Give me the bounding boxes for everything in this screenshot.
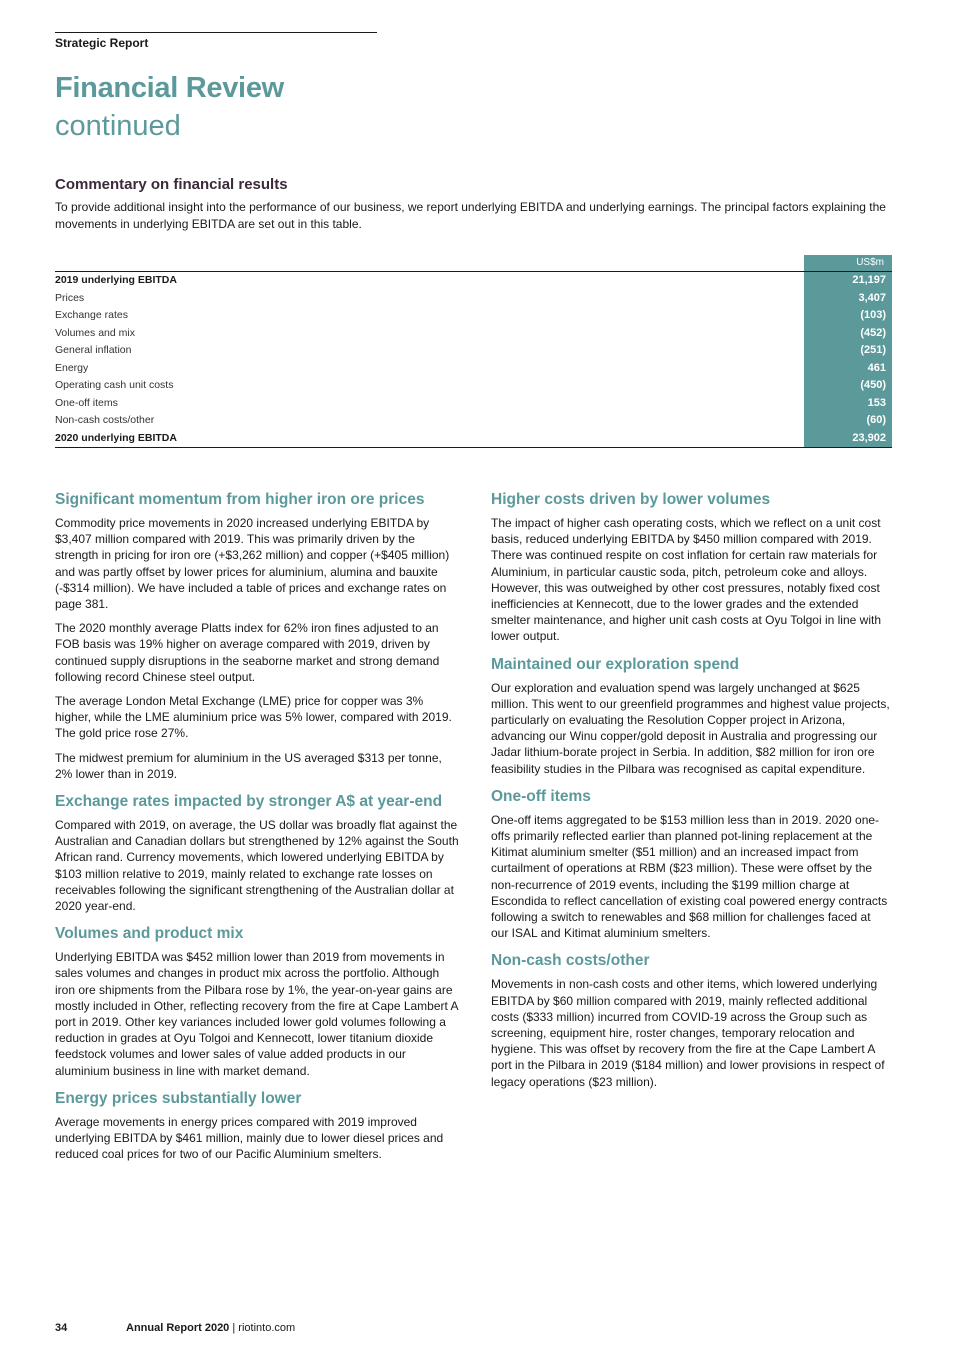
table-row [55, 272, 892, 290]
row-label: Volumes and mix [55, 326, 135, 339]
footer-report-info [126, 1322, 295, 1334]
page-subtitle: continued [55, 110, 181, 142]
website-link[interactable]: riotinto.com [238, 1322, 296, 1334]
section-heading: Volumes and product mix [55, 925, 244, 943]
paragraph: Average movements in energy prices compared with 2019 improved underlying EBITDA by $461 million, mainly due to lower diesel prices and reduced coal prices for two of our Pacific Aluminium smelters. [55, 1114, 444, 1162]
footer-separator: | [232, 1322, 236, 1334]
section-heading: Significant momentum from higher iron ore prices [55, 491, 425, 508]
row-label: Prices [55, 291, 85, 304]
section-exploration-spend [491, 655, 891, 777]
table-row [55, 325, 892, 343]
commentary-heading: Commentary on financial results [55, 176, 288, 193]
table-row [55, 395, 892, 413]
paragraph: Our exploration and evaluation spend was largely unchanged at $625 million. This went to our greenfield programmes and highest value projects, particularly on evaluating the Resolution Copper project in Arizona, advancing our Winu copper/gold deposit in Australia and progressing our Jadar lithium-borate project in Serbia. In addition, $82 million for iron ore feasibility studies in the Pilbara was recognised as capital expenditure. [491, 680, 890, 776]
paragraph: Underlying EBITDA was $452 million lower than 2019 from movements in sales volumes and changes in product mix across the portfolio. Although iron ore shipments from the Pilbara rose by 1%, the year-on-year gains are mostly included in Other, reflecting recovery from the fire at Cape Lambert A port in 2019. Other key variances included lower gold volumes following a reduction in grades at Oyu Tolgoi and Kennecott, lower titanium dioxide feedstock volumes and lower sales of value added products in our aluminium business in line with market demand. [55, 950, 458, 1078]
row-label: Non-cash costs/other [55, 414, 155, 426]
table-row [55, 307, 892, 325]
ebitda-table [55, 255, 892, 448]
row-value: (450) [804, 377, 892, 395]
row-value: (60) [804, 412, 892, 430]
report-name: Annual Report 2020 [126, 1322, 230, 1334]
table-row [55, 430, 892, 449]
row-value: 461 [804, 360, 892, 378]
left-column [55, 490, 460, 1173]
paragraph: The 2020 monthly average Platts index for 62% iron fines adjusted to an FOB basis was 19% higher on average compared with 2019, driven by continued supply disruptions in the seaborne market and strong demand following record Chinese steel output. [55, 621, 440, 684]
section-exchange-rates [55, 792, 460, 914]
column-header-usdm: US$m [804, 255, 892, 271]
section-energy-prices [55, 1089, 460, 1163]
table-row [55, 290, 892, 308]
row-value: 23,902 [804, 430, 892, 448]
section-heading: One-off items [491, 787, 591, 805]
paragraph: Commodity price movements in 2020 increased underlying EBITDA by $3,407 million compared with 2019. This was primarily driven by the strength in pricing for iron ore (+$3,262 million) and copper (+$405 million) and was partly offset by lower prices for aluminium, alumina and bauxite (-$314 million). We have included a table of prices and exchange rates on page 381. [55, 516, 450, 612]
table-header-row [55, 255, 892, 272]
row-value: (251) [804, 342, 892, 360]
page-title: Financial Review [55, 72, 284, 104]
row-label: 2020 underlying EBITDA [55, 431, 177, 444]
right-column [491, 490, 891, 1100]
table-row [55, 360, 892, 378]
table-row [55, 377, 892, 395]
row-value: 21,197 [804, 272, 892, 290]
row-label: Operating cash unit costs [55, 379, 174, 391]
paragraph: The average London Metal Exchange (LME) price for copper was 3% higher, while the LME aluminium price was 5% lower, compared with 2019. The gold price rose 27%. [55, 694, 452, 741]
commentary-body: To provide additional insight into the performance of our business, we report underlying EBITDA and underlying earnings. The principal factors explaining the movements in underlying EBITDA are set out in this table. [55, 200, 886, 231]
paragraph: One-off items aggregated to be $153 million less than in 2019. 2020 one-offs primarily reflected earlier than planned pot-lining replacement at the Kitimat aluminium smelter ($51 million) and an increased impact from curtailment of operations at RBM ($23 million). These were offset by the non-recurrence of 2019 events, including the $199 million charge at Escondida to reflect cancellation of existing coal powered energy contracts following a switch to renewables and $68 million for challenges faced at our ISAL and Kitimat aluminium smelters. [491, 812, 888, 941]
section-heading: Exchange rates impacted by stronger A$ at year-end [55, 793, 443, 811]
paragraph: Movements in non-cash costs and other items, which lowered underlying EBITDA by $60 million compared with 2019, mainly reflected additional costs ($333 million) incurred from COVID-19 across the Group such as screening, equipment hire, roster changes, temporary relocation and hygiene. This was offset by recovery from the fire at the Cape Lambert A port in the Pilbara in 2019 ($184 million) and lower provisions in respect of legacy operations ($23 million). [491, 977, 885, 1089]
row-value: (103) [804, 307, 892, 325]
section-heading: Higher costs driven by lower volumes [491, 491, 771, 508]
section-heading: Maintained our exploration spend [491, 655, 740, 673]
paragraph: Compared with 2019, on average, the US dollar was broadly flat against the Australian and Canadian dollars but strengthened by 12% against the South African rand. Currency movements, which lowered underlying EBITDA by $103 million relative to 2019, mainly related to exchange rate losses on receivables following the significant strengthening of the Australian dollar at 2020 year-end. [55, 818, 459, 914]
row-value: (452) [804, 325, 892, 343]
section-label: Strategic Report [55, 36, 149, 50]
top-rule [55, 32, 377, 33]
page-number: 34 [55, 1322, 68, 1334]
row-label: One-off items [55, 396, 118, 409]
section-non-cash-costs [491, 951, 891, 1089]
section-iron-ore-prices [55, 490, 460, 782]
row-label: Energy [55, 361, 89, 374]
section-heading: Non-cash costs/other [491, 952, 650, 970]
row-label: 2019 underlying EBITDA [55, 274, 177, 286]
row-label: General inflation [55, 344, 132, 356]
paragraph: The midwest premium for aluminium in the US averaged $313 per tonne, 2% lower than in 2019. [55, 750, 442, 781]
page-footer [55, 1322, 296, 1334]
row-value: 153 [804, 395, 892, 413]
section-higher-costs [491, 490, 891, 645]
row-value: 3,407 [804, 290, 892, 308]
section-volumes-mix [55, 924, 460, 1079]
section-heading: Energy prices substantially lower [55, 1089, 302, 1107]
table-row [55, 342, 892, 360]
section-one-off-items [491, 787, 891, 942]
table-row [55, 412, 892, 430]
row-label: Exchange rates [55, 309, 128, 321]
paragraph: The impact of higher cash operating costs, which we reflect on a unit cost basis, reduced underlying EBITDA by $450 million compared with 2019. There was continued respite on cost inflation for certain raw materials for Aluminium, in particular caustic soda, pitch, petroleum coke and alloys. However, this was outweighed by other cost pressures, notably fixed cost inefficiencies at Kennecott, due to the lower grades and the extended smelter maintenance, and higher unit cash costs at Oyu Tolgoi in line with lower output. [491, 516, 881, 644]
